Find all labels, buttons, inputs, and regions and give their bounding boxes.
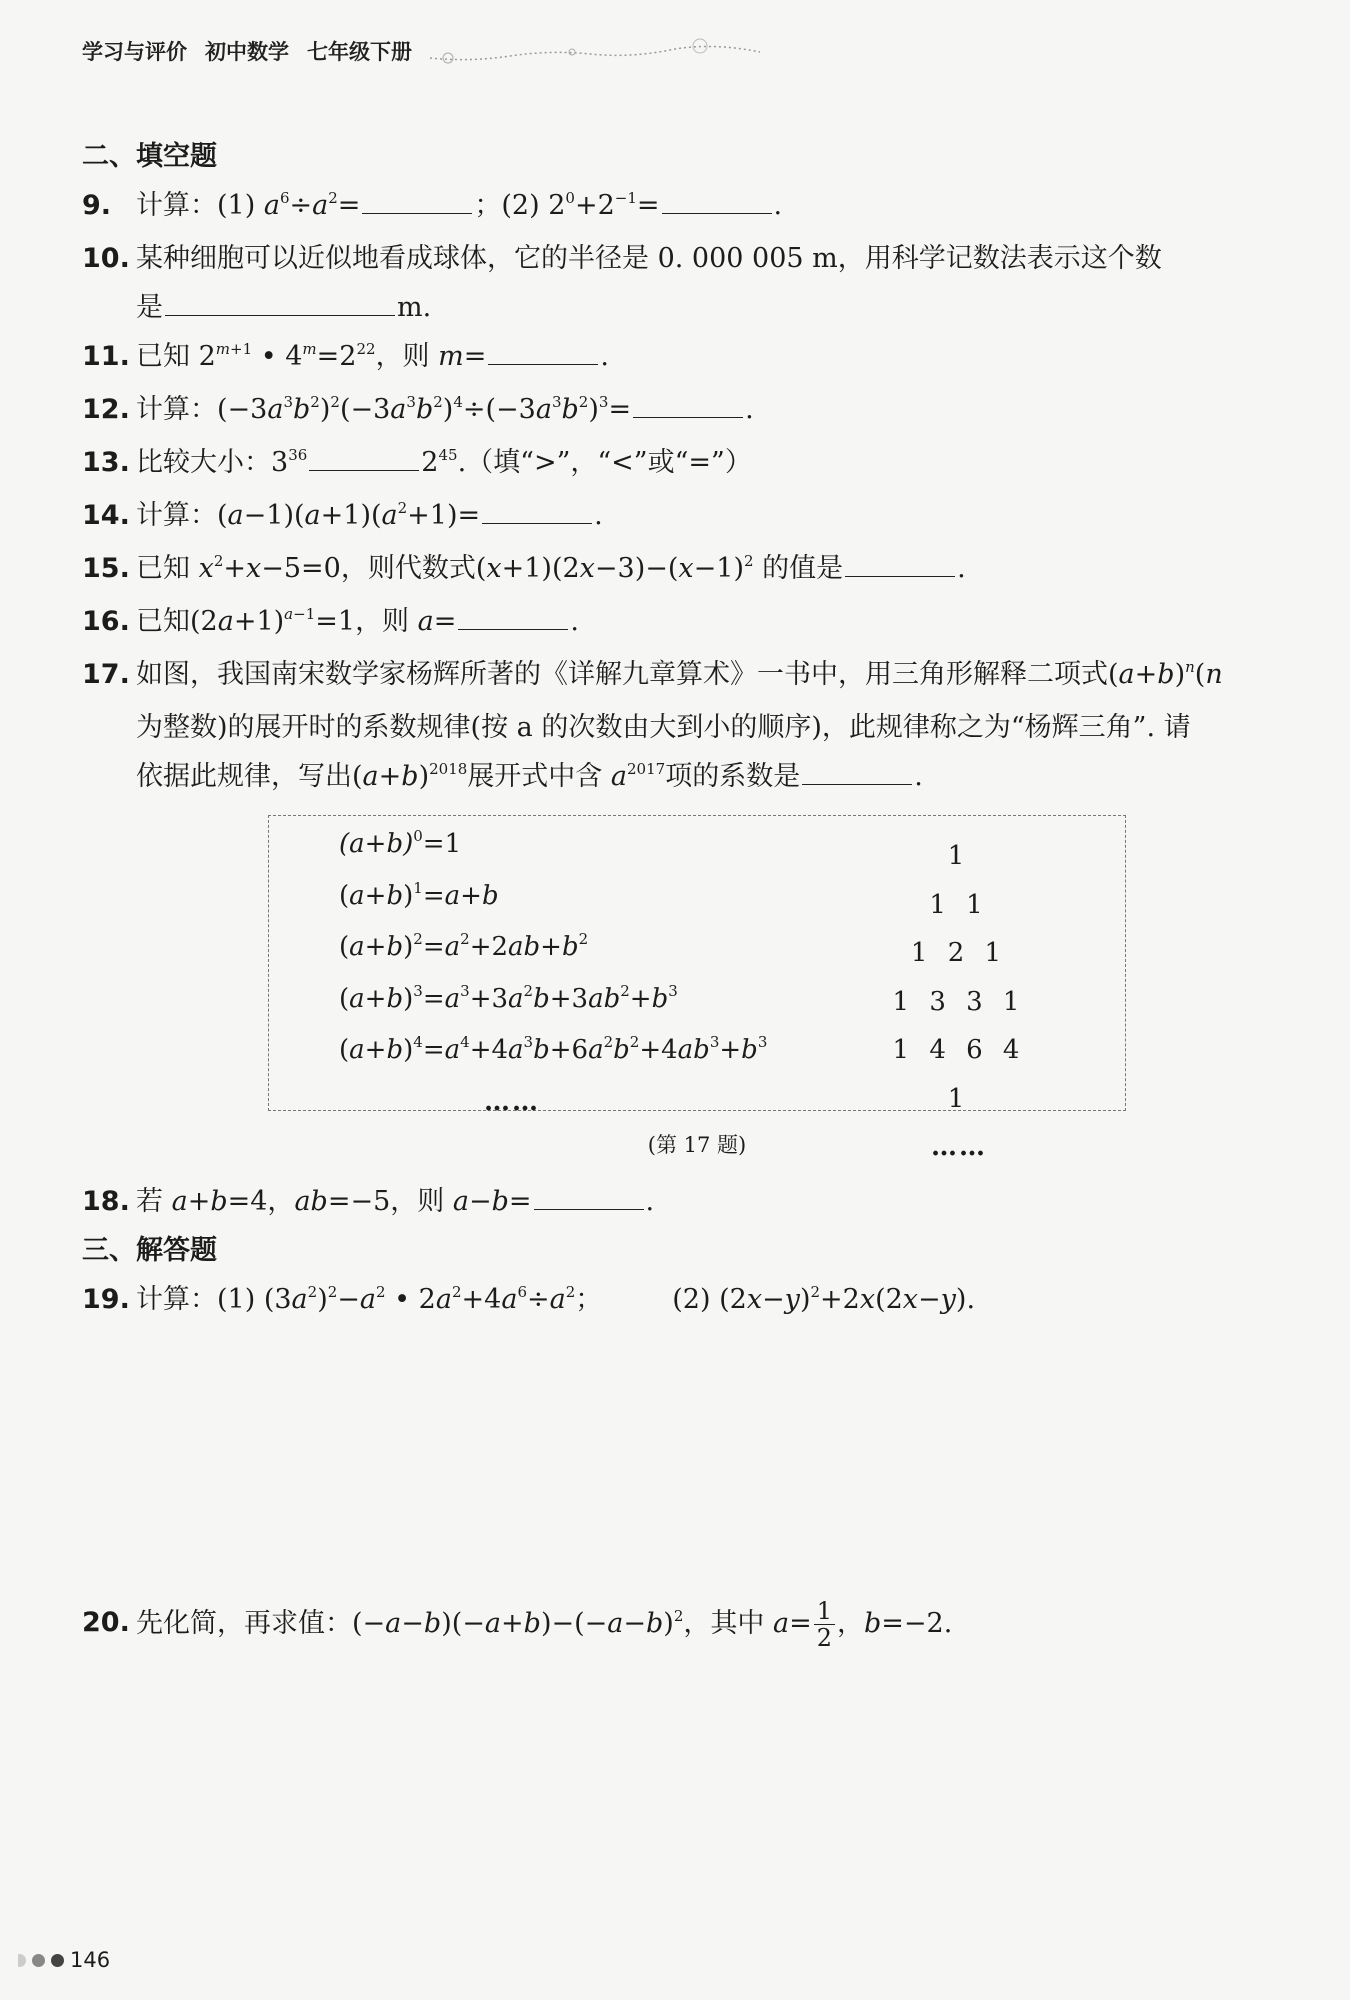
question-20: 20. 先化简，再求值：$(-a-b)(-a+b)-(-a-b)^2$，其中 a= $\frac{1}{2}$ ，b=−2. bbox=[82, 1597, 953, 1652]
answer-blank[interactable] bbox=[165, 285, 395, 316]
coefficient-row: 1 1 bbox=[929, 889, 989, 920]
header-book-title: 学习与评价 bbox=[82, 40, 187, 64]
question-number: 13. bbox=[82, 447, 130, 478]
question-17: 17. 如图，我国南宋数学家杨辉所著的《详解九章算术》一书中，用三角形解释二项式$(a+b)^n(n$ 为整数)的展开时的系数规律(按 a 的次数由大到小的顺序)，此规律称之为“杨辉三角”. 请 依据此规律，写出$(a+b)^{2018}$展开式中含 $a^{2017}$项的系数是 . bbox=[82, 650, 1272, 805]
header-decoration bbox=[430, 38, 760, 66]
page-header bbox=[82, 36, 412, 66]
ellipsis: …… bbox=[931, 1132, 987, 1162]
question-14: 14. 计算：$(a-1)(a+1)(a^2+1)=$ . bbox=[82, 491, 1272, 544]
question-number: 10. bbox=[82, 243, 130, 274]
ellipsis: …… bbox=[484, 1086, 540, 1117]
expansion-row: $(a+b)^0=1$ bbox=[339, 827, 462, 859]
fraction-one-half: $\frac{1}{2}$ bbox=[814, 1598, 835, 1651]
question-11: 11. 已知 $2^{m+1}$ • $4^m=2^{22}$，则 m= . bbox=[82, 332, 1272, 385]
answer-blank[interactable] bbox=[482, 493, 592, 524]
coefficient-row: 1 bbox=[947, 841, 971, 871]
answer-blank[interactable] bbox=[802, 754, 912, 785]
question-number: 12. bbox=[82, 394, 130, 425]
answer-blank[interactable] bbox=[458, 599, 568, 630]
question-number: 16. bbox=[82, 606, 130, 637]
coefficient-row: 1 2 1 bbox=[910, 938, 1008, 968]
coefficient-triangle bbox=[889, 832, 1029, 1172]
footer-dot-icon bbox=[18, 1954, 26, 1967]
answer-blank[interactable] bbox=[633, 387, 743, 418]
answer-blank[interactable] bbox=[662, 183, 772, 214]
question-9: 9. 计算：(1) $a^6\div a^2=$ ；(2) $2^0+2^{-1}=$ . bbox=[82, 181, 1272, 234]
question-16: 16. 已知$(2a+1)^{a-1}=1$，则 a= . bbox=[82, 597, 1272, 650]
figure-caption: (第 17 题) bbox=[647, 1133, 747, 1157]
question-15: 15. 已知 $x^2+x-5=0$，则代数式$(x+1)(2x-3)-(x-1)^2$ 的值是 . bbox=[82, 544, 1272, 597]
coefficient-row: 1 4 6 4 1 bbox=[892, 1035, 1026, 1114]
question-18: 18. 若 a+b=4，ab=−5，则 a−b= . bbox=[82, 1177, 1272, 1226]
header-grade: 七年级下册 bbox=[307, 40, 412, 64]
answer-blank[interactable] bbox=[845, 546, 955, 577]
section-fill-in: 二、填空题 bbox=[82, 141, 217, 172]
answer-space-19[interactable] bbox=[82, 1328, 1272, 1598]
answer-blank[interactable] bbox=[534, 1179, 644, 1210]
question-number: 20. bbox=[82, 1607, 130, 1638]
question-19: 19. 计算：(1) $(3a^2)^2-a^2$ • $2a^2+4a^6\div a^2$； (2) $(2x-y)^2+2x(2x-y)$. bbox=[82, 1275, 1272, 1328]
question-number: 18. bbox=[82, 1186, 130, 1217]
question-12: 12. 计算：$(-3a^3b^2)^2(-3a^3b^2)^4\div(-3a^3b^2)^3=$ . bbox=[82, 385, 1272, 438]
section-answer: 三、解答题 bbox=[82, 1235, 217, 1266]
page-number: 146 bbox=[70, 1948, 111, 1972]
question-number: 17. bbox=[82, 659, 130, 690]
question-13: 13. 比较大小：$3^{36}$ $2^{45}$.（填“>”，“<”或“=”） bbox=[82, 438, 1272, 491]
binomial-expansions bbox=[339, 820, 767, 1126]
question-10: 10. 某种细胞可以近似地看成球体，它的半径是 0. 000 005 m，用科学记数法表示这个数 是 m. bbox=[82, 234, 1272, 332]
answer-blank[interactable] bbox=[362, 183, 472, 214]
answer-blank[interactable] bbox=[488, 334, 598, 365]
expansion-row: $(a+b)^4=a^4+4a^3b+6a^2b^2+4ab^3+b^3$ bbox=[339, 1033, 768, 1065]
question-number: 11. bbox=[82, 341, 130, 372]
answer-blank[interactable] bbox=[309, 440, 419, 471]
header-subject: 初中数学 bbox=[205, 40, 289, 64]
expansion-row: $(a+b)^1=a+b$ bbox=[339, 878, 499, 911]
question-number: 9. bbox=[82, 190, 112, 221]
page-footer bbox=[18, 1948, 110, 1972]
content bbox=[82, 132, 1272, 1652]
question-number: 15. bbox=[82, 553, 130, 584]
question-number: 14. bbox=[82, 500, 130, 531]
expansion-row: $(a+b)^2=a^2+2ab+b^2$ bbox=[339, 930, 589, 962]
footer-dot-icon bbox=[32, 1954, 45, 1967]
expansion-row: $(a+b)^3=a^3+3a^2b+3ab^2+b^3$ bbox=[339, 981, 678, 1014]
footer-dot-icon bbox=[51, 1954, 64, 1967]
question-number: 19. bbox=[82, 1284, 130, 1315]
coefficient-row: 1 3 3 1 bbox=[892, 986, 1026, 1017]
